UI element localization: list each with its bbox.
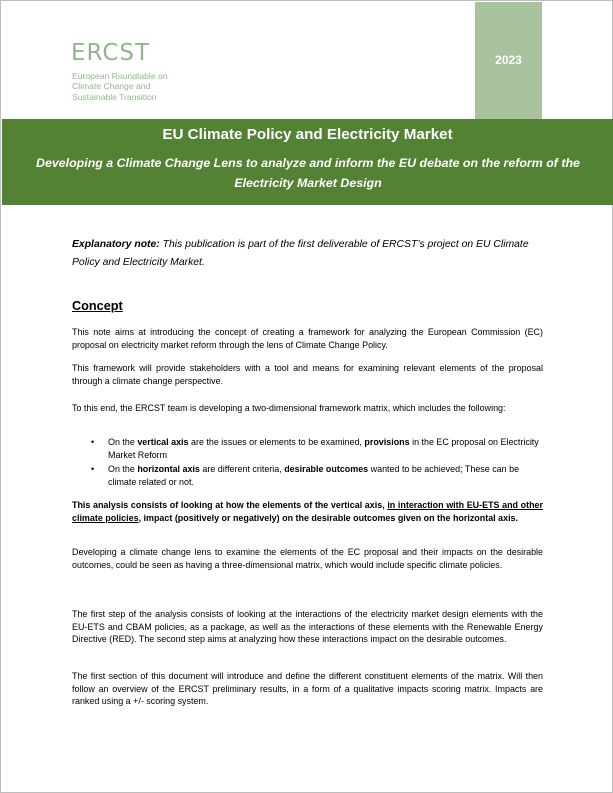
- explanatory-note-text: This publication is part of the first deliverable of ERCST’s project on EU Climate Policy and Electricity Market.: [72, 239, 529, 268]
- logo-tagline-line: Sustainable Transition: [72, 91, 157, 102]
- list-item: [91, 436, 543, 461]
- bullet-text: wanted to be achieved; These can be climate related or not.: [108, 464, 520, 487]
- year-box: [475, 2, 542, 119]
- ercst-logo: ERCST: [71, 40, 151, 66]
- key-statement-underlined: in interaction with EU-ETS and other climate policies: [72, 500, 543, 523]
- bullet-list: [91, 436, 543, 490]
- bullet-text: are different criteria,: [199, 464, 285, 475]
- logo-tagline: [72, 71, 168, 102]
- explanatory-note: [72, 236, 544, 271]
- bullet-icon: •: [91, 437, 95, 447]
- logo-tagline-line: European Roundtable on: [72, 71, 168, 81]
- key-statement: [72, 499, 543, 524]
- key-statement-text: , impact (positively or negatively) on the desirable outcomes given on the horizontal axis: [138, 512, 516, 523]
- bullet-icon: •: [91, 464, 95, 475]
- paragraph: The first step of the analysis consists of looking at the interactions of the electricity market design elements with the EU-ETS and CBAM policies, as a package, as well as the interactions of these elements with the Renewable Energy Directive (RED). The second step aims at analyzing how these interactions impact on the desirable outcomes.: [72, 609, 543, 645]
- bullet-bold: desirable outcomes: [284, 464, 369, 475]
- bullet-bold: provisions: [364, 437, 410, 447]
- key-statement-text: .: [515, 512, 519, 523]
- paragraph: The first section of this document will introduce and define the different constituent elements of the matrix. Will then follow an overview of the ERCST preliminary results, in a form of a qualitative impacts scoring matrix. Impacts are ranked using a +/- scoring system.: [72, 671, 543, 707]
- bullet-text: On the: [108, 464, 138, 475]
- bullet-text: in the EC proposal on Electricity Market Reform: [108, 437, 539, 460]
- bullet-text: are the issues or elements to be examined,: [188, 437, 365, 447]
- paragraph: This note aims at introducing the concept of creating a framework for analyzing the European Commission (EC) proposal on electricity market reform through the lens of Climate Change Policy.: [72, 327, 543, 350]
- key-statement-text: This analysis consists of looking at how the elements of the vertical axis,: [72, 500, 388, 510]
- logo-tagline-line: Climate Change and: [72, 81, 151, 92]
- paragraph: This framework will provide stakeholders with a tool and means for examining relevant elements of the proposal through a climate change perspective.: [72, 363, 543, 386]
- paragraph: To this end, the ERCST team is developing a two-dimensional framework matrix, which includes the following:: [72, 403, 506, 413]
- bullet-bold: horizontal axis: [137, 464, 200, 475]
- list-item: [91, 463, 543, 488]
- paragraph: Developing a climate change lens to examine the elements of the EC proposal and their impacts on the desirable outcomes, could be seen as having a three-dimensional matrix, which would include specific climate policies.: [72, 547, 543, 570]
- year-label: 2023: [495, 53, 522, 67]
- explanatory-note-label: Explanatory note:: [72, 239, 160, 250]
- bullet-text: On the: [108, 437, 138, 447]
- document-subtitle: Developing a Climate Change Lens to analyze and inform the EU debate on the reform of the Electricity Market Design: [36, 156, 580, 190]
- title-banner: [2, 119, 613, 205]
- concept-heading: Concept: [72, 299, 123, 313]
- document-title: EU Climate Policy and Electricity Market: [162, 126, 453, 143]
- bullet-bold: vertical axis: [137, 437, 189, 447]
